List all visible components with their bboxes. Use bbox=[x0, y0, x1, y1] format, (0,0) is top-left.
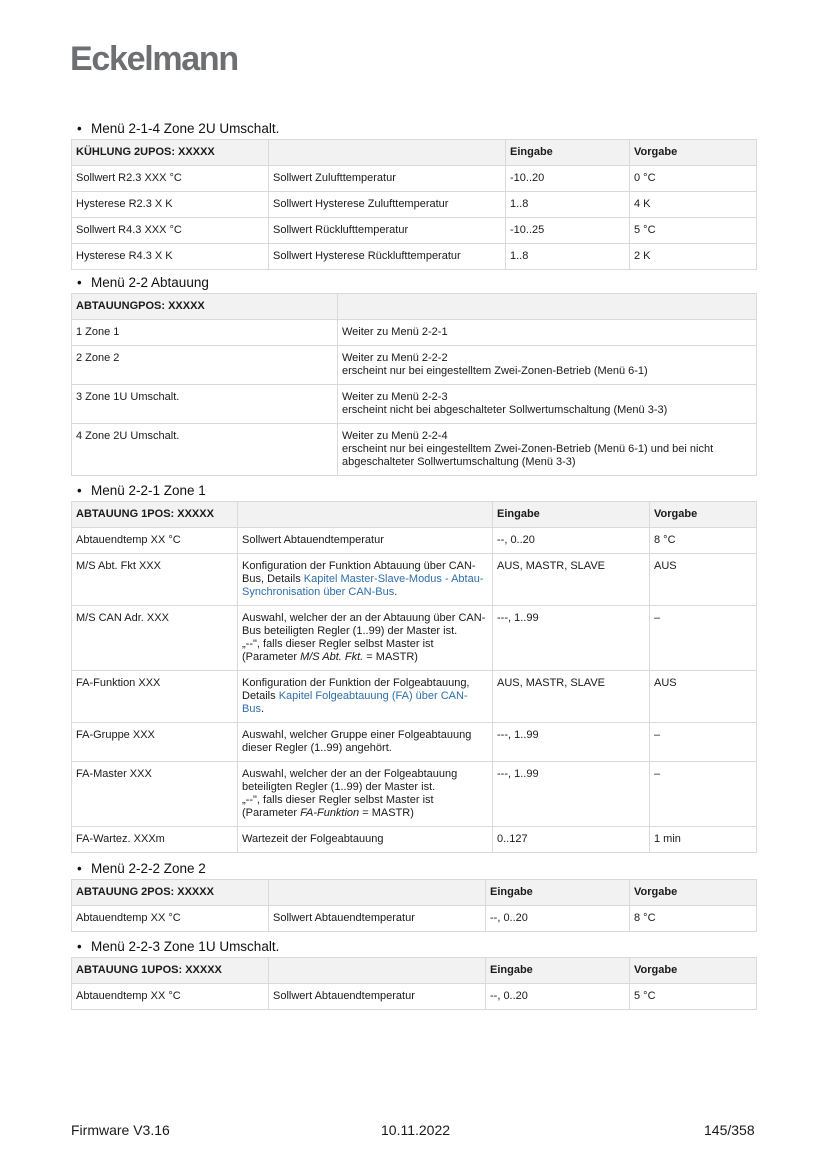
section-heading bbox=[71, 938, 756, 957]
table-cell bbox=[238, 762, 493, 827]
section-menu-2-2-1 bbox=[71, 482, 756, 853]
col-header: KÜHLUNG 2UPOS: XXXXX bbox=[72, 140, 269, 166]
table-header-row bbox=[72, 880, 757, 906]
cell-line: = MASTR) bbox=[363, 651, 418, 663]
table-cell bbox=[238, 671, 493, 723]
section-heading bbox=[71, 482, 756, 501]
col-header bbox=[238, 502, 493, 528]
cell-line: Weiter zu Menü 2-2-3 bbox=[342, 391, 448, 403]
section-menu-2-2 bbox=[71, 274, 756, 476]
col-header: Vorgabe bbox=[630, 958, 757, 984]
cell-line: Auswahl, welcher der an der Folgeabtauung bbox=[242, 768, 458, 780]
heading-text: Menü 2-2-3 Zone 1U Umschalt. bbox=[91, 939, 280, 954]
col-header bbox=[269, 958, 486, 984]
table-cell: FA-Wartez. XXXm bbox=[72, 827, 238, 853]
cell-line: Bus beteiligten Regler (1..99) der Master ist. bbox=[242, 625, 458, 637]
cell-line: erscheint nicht bei abgeschalteter Sollwertumschaltung (Menü 3-3) bbox=[342, 404, 668, 416]
table-row bbox=[72, 723, 757, 762]
table-row bbox=[72, 385, 757, 424]
bullet-icon: • bbox=[77, 121, 82, 136]
col-header: Vorgabe bbox=[630, 880, 757, 906]
table-row bbox=[72, 827, 757, 853]
section-heading bbox=[71, 274, 756, 293]
table-header-row bbox=[72, 502, 757, 528]
table-cell: -10..20 bbox=[506, 166, 630, 192]
table-cell: 1..8 bbox=[506, 244, 630, 270]
table-cell: M/S CAN Adr. XXX bbox=[72, 606, 238, 671]
bullet-icon: • bbox=[77, 275, 82, 290]
table-cell: Abtauendtemp XX °C bbox=[72, 906, 269, 932]
table-cell: Sollwert Rücklufttemperatur bbox=[269, 218, 506, 244]
table-row bbox=[72, 192, 757, 218]
table-cell: 5 °C bbox=[630, 218, 757, 244]
table-cell: ---, 1..99 bbox=[493, 762, 650, 827]
table-row bbox=[72, 244, 757, 270]
bullet-icon: • bbox=[77, 483, 82, 498]
table-cell: FA-Funktion XXX bbox=[72, 671, 238, 723]
table-cell bbox=[338, 346, 757, 385]
bullet-icon: • bbox=[77, 861, 82, 876]
table-cell: FA-Master XXX bbox=[72, 762, 238, 827]
heading-text: Menü 2-2-2 Zone 2 bbox=[91, 861, 206, 876]
table-abtauung bbox=[71, 293, 757, 476]
heading-text: Menü 2-2-1 Zone 1 bbox=[91, 483, 206, 498]
table-row bbox=[72, 528, 757, 554]
table-cell: Sollwert Hysterese Rücklufttemperatur bbox=[269, 244, 506, 270]
table-cell: 0 °C bbox=[630, 166, 757, 192]
table-cell: 0..127 bbox=[493, 827, 650, 853]
cell-line: Weiter zu Menü 2-2-4 bbox=[342, 430, 448, 442]
table-header-row bbox=[72, 140, 757, 166]
table-row bbox=[72, 671, 757, 723]
table-cell: Sollwert Abtauendtemperatur bbox=[238, 528, 493, 554]
table-cell: ---, 1..99 bbox=[493, 606, 650, 671]
table-row bbox=[72, 346, 757, 385]
table-cell: Sollwert R2.3 XXX °C bbox=[72, 166, 269, 192]
cell-line: erscheint nur bei eingestelltem Zwei-Zonen-Betrieb (Menü 6-1) und bei nicht bbox=[342, 443, 714, 455]
table-row bbox=[72, 424, 757, 476]
chapter-link[interactable]: Bus bbox=[242, 703, 261, 715]
eckelmann-logo: Eckelmann bbox=[70, 40, 238, 78]
table-cell: 1 Zone 1 bbox=[72, 320, 338, 346]
table-cell bbox=[238, 723, 493, 762]
section-heading bbox=[71, 120, 756, 139]
cell-line: Details bbox=[242, 690, 279, 702]
parameter-name: FA-Funktion bbox=[300, 807, 360, 819]
table-cell: AUS bbox=[650, 671, 757, 723]
cell-line: Auswahl, welcher Gruppe einer Folgeabtauung bbox=[242, 729, 472, 741]
table-cell: Wartezeit der Folgeabtauung bbox=[238, 827, 493, 853]
table-row bbox=[72, 606, 757, 671]
cell-line: . bbox=[394, 586, 398, 598]
footer-page-number: 145/358 bbox=[704, 1122, 755, 1138]
table-header-row bbox=[72, 958, 757, 984]
table-cell bbox=[238, 554, 493, 606]
col-header bbox=[269, 140, 506, 166]
table-row bbox=[72, 984, 757, 1010]
cell-line: (Parameter bbox=[242, 807, 301, 819]
table-cell: 2 K bbox=[630, 244, 757, 270]
col-header: Eingabe bbox=[493, 502, 650, 528]
col-header: Eingabe bbox=[486, 880, 630, 906]
footer-date: 10.11.2022 bbox=[381, 1122, 451, 1138]
table-cell: ---, 1..99 bbox=[493, 723, 650, 762]
table-cell: 3 Zone 1U Umschalt. bbox=[72, 385, 338, 424]
table-cell bbox=[338, 385, 757, 424]
chapter-link[interactable]: Synchronisation über CAN-Bus bbox=[242, 586, 395, 598]
table-cell: -10..25 bbox=[506, 218, 630, 244]
table-row bbox=[72, 218, 757, 244]
chapter-link[interactable]: Kapitel Master-Slave-Modus - Abtau- bbox=[303, 573, 484, 585]
col-header: Vorgabe bbox=[650, 502, 757, 528]
cell-line: . bbox=[260, 703, 265, 715]
table-abtauung-zone1u bbox=[71, 957, 757, 1010]
table-cell: 1..8 bbox=[506, 192, 630, 218]
table-row bbox=[72, 906, 757, 932]
table-cell: 8 °C bbox=[630, 906, 757, 932]
table-abtauung-zone1 bbox=[71, 501, 757, 853]
col-header: ABTAUUNGPOS: XXXXX bbox=[72, 294, 338, 320]
table-cell: – bbox=[650, 762, 757, 827]
table-cell: --, 0..20 bbox=[493, 528, 650, 554]
section-menu-2-2-2 bbox=[71, 860, 756, 932]
table-cell: Hysterese R4.3 X K bbox=[72, 244, 269, 270]
cell-line: Konfiguration der Funktion Abtauung über CAN- bbox=[242, 560, 476, 572]
cell-line: „--", falls dieser Regler selbst Master ist bbox=[242, 794, 434, 806]
cell-line: abgeschalteter Sollwertumschaltung (Menü 3-3) bbox=[342, 456, 576, 468]
cell-line: Bus, Details bbox=[242, 573, 304, 585]
table-cell: Hysterese R2.3 X K bbox=[72, 192, 269, 218]
table-cell: – bbox=[650, 723, 757, 762]
table-cell: 1 min bbox=[650, 827, 757, 853]
table-cell: Sollwert Zulufttemperatur bbox=[269, 166, 506, 192]
table-cell: AUS bbox=[650, 554, 757, 606]
col-header: ABTAUUNG 1POS: XXXXX bbox=[72, 502, 238, 528]
table-cell bbox=[238, 606, 493, 671]
table-cell: Sollwert Abtauendtemperatur bbox=[269, 984, 486, 1010]
cell-line: = MASTR) bbox=[359, 807, 414, 819]
table-cell: 4 Zone 2U Umschalt. bbox=[72, 424, 338, 476]
table-row bbox=[72, 320, 757, 346]
cell-line: Konfiguration der Funktion der Folgeabtauung, bbox=[242, 677, 470, 689]
footer-firmware: Firmware V3.16 bbox=[71, 1122, 170, 1138]
heading-text: Menü 2-1-4 Zone 2U Umschalt. bbox=[91, 121, 280, 136]
parameter-name: M/S Abt. Fkt. bbox=[300, 651, 364, 663]
col-header bbox=[269, 880, 486, 906]
chapter-link[interactable]: Kapitel Folgeabtauung (FA) über CAN- bbox=[278, 690, 468, 702]
cell-line: Weiter zu Menü 2-2-2 bbox=[342, 352, 448, 364]
table-cell: Sollwert R4.3 XXX °C bbox=[72, 218, 269, 244]
table-cell: Abtauendtemp XX °C bbox=[72, 528, 238, 554]
cell-line: dieser Regler (1..99) angehört. bbox=[242, 742, 392, 754]
heading-text: Menü 2-2 Abtauung bbox=[91, 275, 209, 290]
table-header-row bbox=[72, 294, 757, 320]
section-heading bbox=[71, 860, 756, 879]
table-cell: Sollwert Hysterese Zulufttemperatur bbox=[269, 192, 506, 218]
table-cell: Sollwert Abtauendtemperatur bbox=[269, 906, 486, 932]
table-kuehlung-2u bbox=[71, 139, 757, 270]
cell-line: „--", falls dieser Regler selbst Master ist bbox=[242, 638, 434, 650]
section-menu-2-1-4 bbox=[71, 120, 756, 270]
table-cell: 8 °C bbox=[650, 528, 757, 554]
table-cell: AUS, MASTR, SLAVE bbox=[493, 554, 650, 606]
table-cell: --, 0..20 bbox=[486, 906, 630, 932]
table-cell: AUS, MASTR, SLAVE bbox=[493, 671, 650, 723]
col-header: Eingabe bbox=[506, 140, 630, 166]
table-row bbox=[72, 554, 757, 606]
table-cell: – bbox=[650, 606, 757, 671]
col-header: Vorgabe bbox=[630, 140, 757, 166]
cell-line: beteiligten Regler (1..99) der Master ist. bbox=[242, 781, 436, 793]
table-cell: Abtauendtemp XX °C bbox=[72, 984, 269, 1010]
bullet-icon: • bbox=[77, 939, 82, 954]
table-cell bbox=[338, 424, 757, 476]
col-header bbox=[338, 294, 757, 320]
table-row bbox=[72, 762, 757, 827]
table-cell: FA-Gruppe XXX bbox=[72, 723, 238, 762]
col-header: ABTAUUNG 2POS: XXXXX bbox=[72, 880, 269, 906]
cell-line: Weiter zu Menü 2-2-1 bbox=[342, 326, 448, 338]
table-cell: 2 Zone 2 bbox=[72, 346, 338, 385]
table-row bbox=[72, 166, 757, 192]
table-cell: 5 °C bbox=[630, 984, 757, 1010]
section-menu-2-2-3 bbox=[71, 938, 756, 1010]
col-header: ABTAUUNG 1UPOS: XXXXX bbox=[72, 958, 269, 984]
table-cell bbox=[338, 320, 757, 346]
table-cell: --, 0..20 bbox=[486, 984, 630, 1010]
table-cell: M/S Abt. Fkt XXX bbox=[72, 554, 238, 606]
cell-line: Auswahl, welcher der an der Abtauung über CAN- bbox=[242, 612, 486, 624]
cell-line: erscheint nur bei eingestelltem Zwei-Zonen-Betrieb (Menü 6-1) bbox=[342, 365, 648, 377]
col-header: Eingabe bbox=[486, 958, 630, 984]
table-abtauung-zone2 bbox=[71, 879, 757, 932]
table-cell: 4 K bbox=[630, 192, 757, 218]
cell-line: (Parameter bbox=[242, 651, 301, 663]
